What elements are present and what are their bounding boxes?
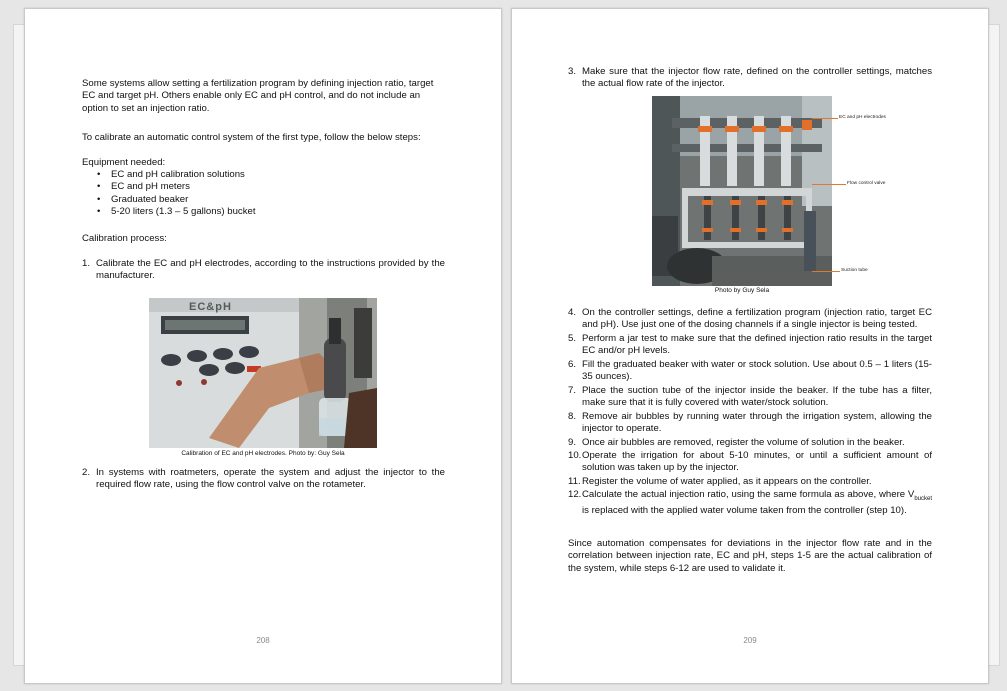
step-text: Register the volume of water applied, as it appears on the controller. xyxy=(582,476,872,487)
step-10 xyxy=(568,450,932,476)
step-text: Fill the graduated beaker with water or stock solution. Use about 0.5 – 1 liters (15-35 ounces). xyxy=(582,359,932,383)
annotation-leader-line xyxy=(812,184,846,185)
injector-photo xyxy=(652,96,832,286)
calibration-photo xyxy=(149,298,377,448)
step-text: Perform a jar test to make sure that the defined injection ratio results in the target EC and/or pH levels. xyxy=(582,333,932,357)
step-11 xyxy=(568,476,932,489)
step-6 xyxy=(568,359,932,385)
annotation-leader-line xyxy=(812,271,840,272)
list-item: • EC and pH calibration solutions xyxy=(82,169,448,181)
annotation-electrodes: EC and pH electrodes xyxy=(839,115,886,120)
step-number: 4. xyxy=(568,307,577,318)
step-text xyxy=(582,489,932,518)
step-text: Remove air bubbles by running water through the irrigation system, allowing the injector to operate. xyxy=(582,411,932,435)
subscript-bucket: bucket xyxy=(914,495,932,502)
calibration-photo-caption: Calibration of EC and pH electrodes. Photo by: Guy Sela xyxy=(181,450,345,457)
step-text: Make sure that the injector flow rate, defined on the controller settings, matches the actual flow rate of the injector. xyxy=(582,66,932,90)
injector-photo-caption: Photo by Guy Sela xyxy=(714,287,770,294)
list-item: • EC and pH meters xyxy=(82,181,448,193)
step-number: 6. xyxy=(568,359,577,370)
page-number: 208 xyxy=(256,636,270,645)
step-number: 8. xyxy=(568,411,577,422)
step-text: Operate the irrigation for about 5-10 minutes, or until a sufficient amount of solution was taken up by the injector. xyxy=(582,450,932,474)
step-4 xyxy=(568,307,932,333)
annotation-valve: Flow control valve xyxy=(847,181,886,186)
step-number: 2. xyxy=(82,467,91,478)
list-item: • Graduated beaker xyxy=(82,194,448,206)
step-text: Place the suction tube of the injector inside the beaker. If the tube has a filter, make sure that it is fully covered with water/stock solution. xyxy=(582,385,932,409)
page-stack-edge-right xyxy=(988,24,1000,666)
step-number: 11. xyxy=(568,476,581,487)
controller-brand-label: EC&pH xyxy=(189,301,232,313)
step-text: Once air bubbles are removed, register the volume of solution in the beaker. xyxy=(582,437,905,448)
annotation-tube: Suction tube xyxy=(841,268,868,273)
page-number: 209 xyxy=(743,636,757,645)
step-number: 3. xyxy=(568,66,577,77)
equipment-heading: Equipment needed: xyxy=(82,157,166,168)
process-heading: Calibration process: xyxy=(82,233,167,244)
step-number: 5. xyxy=(568,333,577,344)
step-5 xyxy=(568,333,932,359)
injector-photo-illustration xyxy=(652,96,832,286)
calibration-photo-illustration xyxy=(149,298,377,448)
step-text: In systems with roatmeters, operate the system and adjust the injector to the required flow rate, using the flow control valve on the rotameter. xyxy=(96,467,445,491)
step-number: 10. xyxy=(568,450,582,461)
step-text: On the controller settings, define a fertilization program (injection ratio, target EC and pH). Use just one of the dosing channels if a single injector is being tested. xyxy=(582,307,932,331)
step-3 xyxy=(568,66,932,92)
page-208 xyxy=(24,8,502,684)
step-number: 12. xyxy=(568,489,582,500)
step-8 xyxy=(568,411,932,437)
page-209 xyxy=(511,8,989,684)
closing-paragraph: Since automation compensates for deviations in the injector flow rate and in the correlation between injection rate, EC and pH, steps 1-5 are the actual calibration of the system, while steps 6-12 are used to validate it. xyxy=(568,538,932,574)
step-number: 7. xyxy=(568,385,577,396)
step-1 xyxy=(82,258,445,284)
list-item: • 5-20 liters (1.3 – 5 gallons) bucket xyxy=(82,206,448,218)
step-text: Calibrate the EC and pH electrodes, according to the instructions provided by the manufacturer. xyxy=(96,258,445,282)
step-9 xyxy=(568,437,932,450)
step-number: 9. xyxy=(568,437,577,448)
step-number: 1. xyxy=(82,258,91,269)
step-text-part: Calculate the actual injection ratio, using the same formula as above, where V xyxy=(582,489,915,500)
intro-paragraph: Some systems allow setting a fertilization program by defining injection ratio, target EC and target pH. Others enable only EC and pH control, and do not include an option to set an injection ratio. xyxy=(82,78,434,114)
step-7 xyxy=(568,385,932,411)
step-12 xyxy=(568,489,932,515)
annotation-leader-line xyxy=(812,118,838,119)
calibrate-intro: To calibrate an automatic control system of the first type, follow the below steps: xyxy=(82,132,421,143)
equipment-list xyxy=(82,169,448,219)
step-text-part: is replaced with the applied water volume taken from the controller (step 10). xyxy=(582,505,907,517)
step-2 xyxy=(82,467,445,493)
